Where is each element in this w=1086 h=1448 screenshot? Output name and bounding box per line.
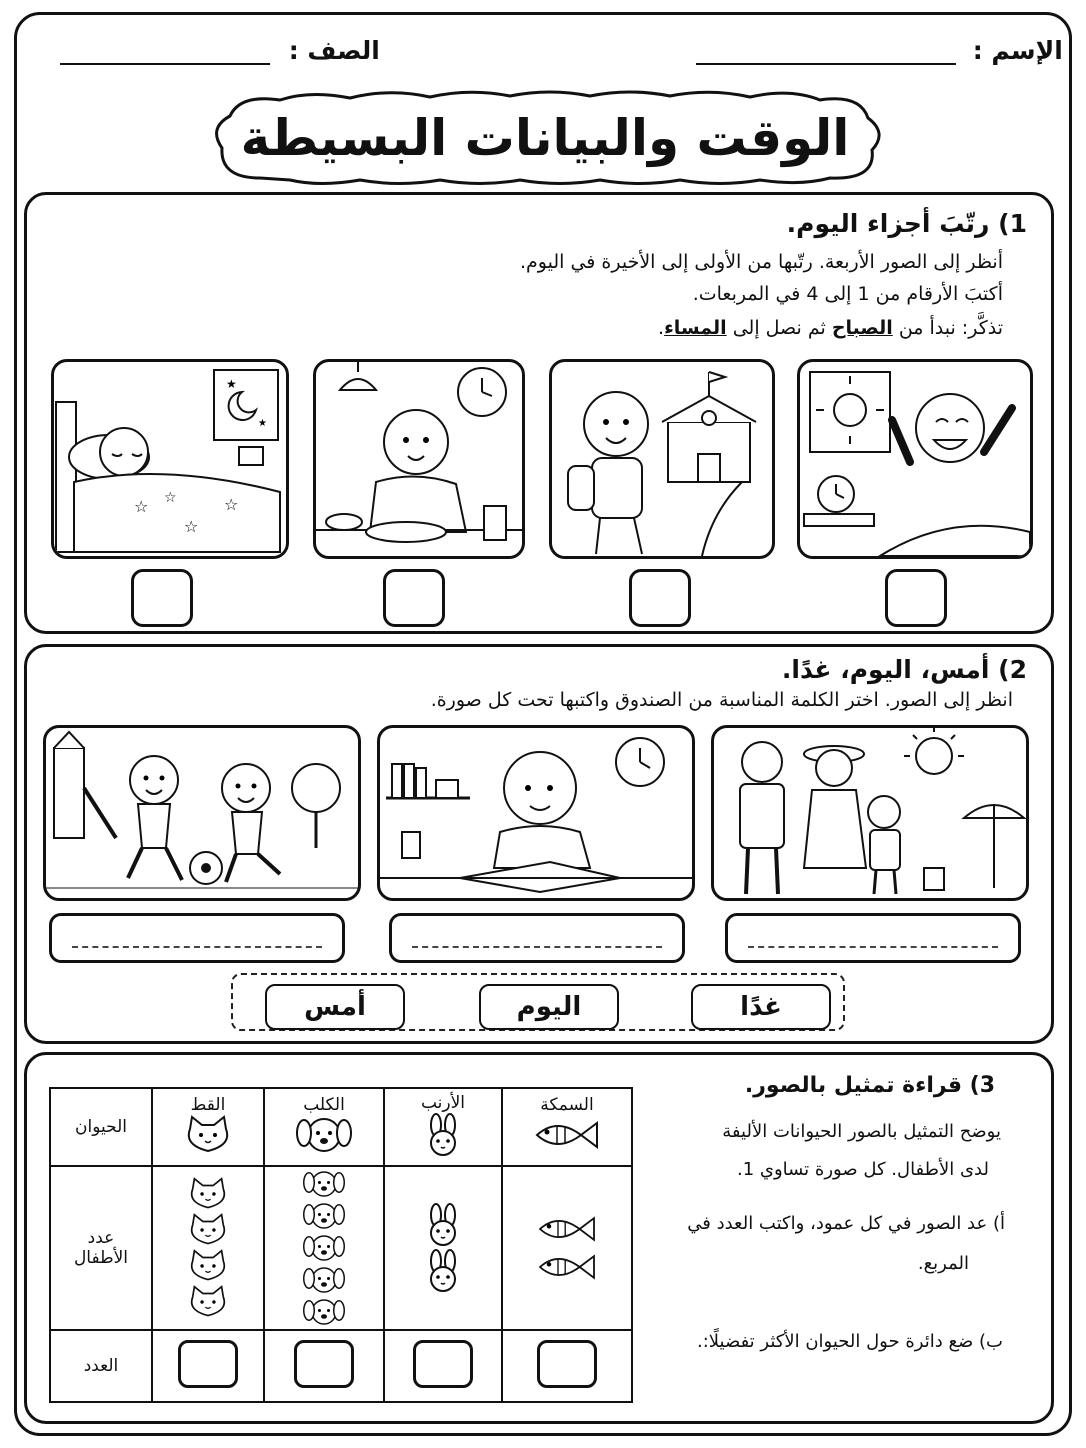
- svg-text:☆: ☆: [164, 490, 177, 506]
- section2-instruction: انظر إلى الصور. اختر الكلمة المناسبة من الصندوق واكتبها تحت كل صورة.: [430, 689, 1013, 711]
- fish-icon: [534, 1249, 600, 1285]
- dog-icon: [297, 1169, 351, 1199]
- cat-icon: [185, 1249, 231, 1283]
- name-field[interactable]: [696, 36, 1063, 65]
- fish-count-cell: [502, 1330, 632, 1402]
- class-line[interactable]: [60, 37, 270, 65]
- name-line[interactable]: [696, 37, 956, 65]
- name-label: الإسم :: [972, 36, 1063, 65]
- section1-line3: تذكَّر: نبدأ من الصباح ثم نصل إلى المساء.: [658, 317, 1003, 339]
- going-to-school-icon: [549, 359, 775, 559]
- rabbit-count-icons: [384, 1166, 502, 1330]
- section-order-day: [24, 192, 1054, 634]
- cat-count-icons: [152, 1166, 264, 1330]
- section3-desc1: يوضح التمثيل بالصور الحيوانات الأليفة: [722, 1121, 1001, 1142]
- order-box-2[interactable]: [383, 569, 445, 627]
- row-header-children: عدد الأطفال: [50, 1166, 152, 1330]
- dog-count-cell: [264, 1330, 384, 1402]
- page-title: الوقت والبيانات البسيطة: [240, 109, 850, 167]
- dog-icon: [297, 1265, 351, 1295]
- fish-count-box[interactable]: [537, 1340, 597, 1388]
- pictograph-table: [49, 1087, 633, 1403]
- row-header-animal: الحيوان: [50, 1088, 152, 1166]
- class-field[interactable]: [60, 36, 380, 65]
- svg-text:☆: ☆: [184, 517, 199, 536]
- col-cat: القط: [152, 1088, 264, 1166]
- section2-title: 2) أمس، اليوم، غدًا.: [781, 655, 1027, 684]
- answer-box-2[interactable]: [389, 913, 685, 963]
- row-header-count: العدد: [50, 1330, 152, 1402]
- section1-title: 1) رتّبَ أجزاء اليوم.: [786, 209, 1027, 238]
- cat-count-cell: [152, 1330, 264, 1402]
- cat-icon: [182, 1115, 234, 1155]
- section1-line2: أكتبَ الأرقام من 1 إلى 4 في المربعات.: [692, 283, 1003, 305]
- section3-desc2: لدى الأطفال. كل صورة تساوي 1.: [736, 1159, 989, 1180]
- col-rabbit: الأرنب: [384, 1088, 502, 1166]
- dog-count-icons: [264, 1166, 384, 1330]
- cat-icon: [185, 1177, 231, 1211]
- col-dog: الكلب: [264, 1088, 384, 1166]
- playing-football-icon: [43, 725, 361, 901]
- section3-task-b: ب) ضع دائرة حول الحيوان الأكثر تفضيلًا:.: [697, 1331, 1003, 1352]
- cat-icon: [185, 1213, 231, 1247]
- rabbit-icon: [423, 1113, 463, 1157]
- order-box-3[interactable]: [629, 569, 691, 627]
- family-beach-icon: [711, 725, 1029, 901]
- fish-count-icons: [502, 1166, 632, 1330]
- dog-icon: [297, 1233, 351, 1263]
- class-label: الصف :: [288, 36, 380, 65]
- studying-icon: [377, 725, 695, 901]
- fish-icon: [531, 1115, 603, 1155]
- dog-icon: [292, 1115, 356, 1155]
- waking-up-icon: [797, 359, 1033, 559]
- rabbit-count-cell: [384, 1330, 502, 1402]
- svg-text:★: ★: [226, 377, 237, 391]
- svg-text:☆: ☆: [134, 497, 149, 516]
- svg-text:★: ★: [258, 418, 267, 429]
- rabbit-icon: [423, 1249, 463, 1293]
- col-fish: السمكة: [502, 1088, 632, 1166]
- sleeping-at-night-icon: [51, 359, 289, 559]
- fish-icon: [534, 1211, 600, 1247]
- order-box-1[interactable]: [131, 569, 193, 627]
- cat-icon: [185, 1285, 231, 1319]
- answer-box-3[interactable]: [725, 913, 1021, 963]
- order-box-4[interactable]: [885, 569, 947, 627]
- cat-count-box[interactable]: [178, 1340, 238, 1388]
- word-bank: [231, 973, 845, 1031]
- answer-box-1[interactable]: [49, 913, 345, 963]
- rabbit-count-box[interactable]: [413, 1340, 473, 1388]
- section3-task-a2: المربع.: [917, 1253, 969, 1274]
- word-tomorrow[interactable]: غدًا: [691, 984, 831, 1030]
- rabbit-icon: [423, 1203, 463, 1247]
- section1-line1: أنظر إلى الصور الأربعة. رتّبها من الأولى إلى الأخيرة في اليوم.: [519, 251, 1003, 273]
- section-yesterday-today-tomorrow: [24, 644, 1054, 1044]
- word-today[interactable]: اليوم: [479, 984, 619, 1030]
- dog-icon: [297, 1297, 351, 1327]
- section3-task-a1: أ) عد الصور في كل عمود، واكتب العدد في: [687, 1213, 1005, 1234]
- section-pictograph: [24, 1052, 1054, 1424]
- dog-icon: [297, 1201, 351, 1231]
- eating-meal-icon: [313, 359, 525, 559]
- svg-text:☆: ☆: [224, 495, 239, 514]
- word-yesterday[interactable]: أمس: [265, 984, 405, 1030]
- title-cloud: [200, 88, 890, 188]
- dog-count-box[interactable]: [294, 1340, 354, 1388]
- section3-title: 3) قراءة تمثيل بالصور.: [744, 1073, 995, 1098]
